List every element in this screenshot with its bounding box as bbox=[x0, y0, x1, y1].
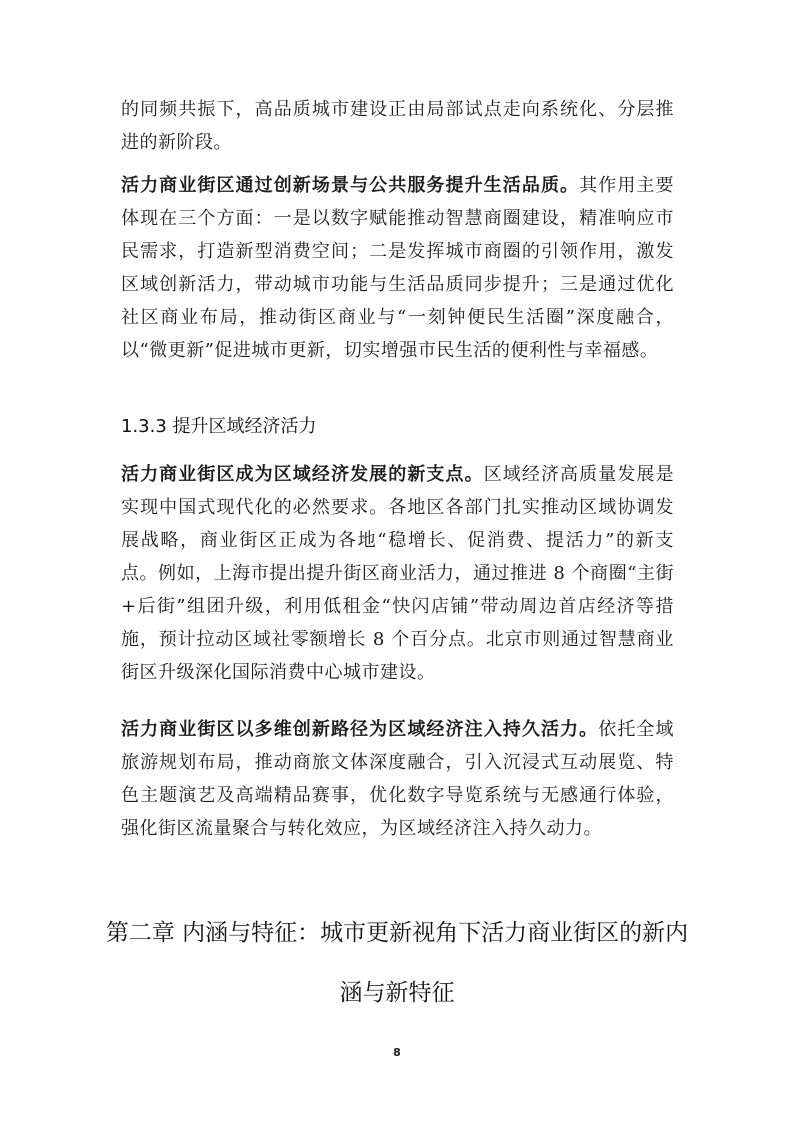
paragraph-text: 其作用主要体现在三个方面：一是以数字赋能推动智慧商圈建设，精准响应市民需求，打造新型消费空间；二是发挥城市商圈的引领作用，激发区域创新活力，带动城市功能与生活品质同步提升；三是通过优化社区商业布局，推动街区商业与“一刻钟便民生活圈”深度融合，以“微更新”促进城市更新，切实增强市民生活的便利性与幸福感。 bbox=[121, 175, 674, 361]
paragraph-text: 依托全域旅游规划布局，推动商旅文体深度融合，引入沉浸式互动展览、特色主题演艺及高端精品赛事，优化数字导览系统与无感通行体验，强化街区流量聚合与转化效应，为区域经济注入持久动力。 bbox=[121, 719, 675, 839]
paragraph-innovation-paths bbox=[121, 713, 674, 845]
paragraph-life-quality bbox=[121, 169, 674, 367]
chapter-heading-line-2: 涵与新特征 bbox=[339, 980, 455, 1006]
paragraph-text: 的同频共振下，高品质城市建设正由局部试点走向系统化、分层推进的新阶段。 bbox=[121, 99, 674, 153]
chapter-heading-line-1: 第二章 内涵与特征：城市更新视角下活力商业街区的新内 bbox=[105, 920, 689, 946]
paragraph-continuation bbox=[121, 93, 674, 159]
paragraph-lead-sentence: 活力商业街区成为区域经济发展的新支点。 bbox=[121, 464, 484, 485]
paragraph-lead-sentence: 活力商业街区通过创新场景与公共服务提升生活品质。 bbox=[121, 175, 580, 196]
paragraph-lead-sentence: 活力商业街区以多维创新路径为区域经济注入持久活力。 bbox=[121, 719, 599, 740]
paragraph-new-pivot bbox=[121, 458, 674, 689]
section-heading: 1.3.3 提升区域经济活力 bbox=[121, 416, 317, 437]
paragraph-text: 区域经济高质量发展是实现中国式现代化的必然要求。各地区各部门扎实推动区域协调发展战略，商业街区正成为各地“稳增长、促消费、提活力”的新支点。例如，上海市提出提升街区商业活力，通过推进 8 个商圈“主街+后街”组团升级，利用低租金“快闪店铺”带动周边首店经济等措施，预计拉动区域社零额增长 8 个百分点。北京市则通过智慧商业街区升级深化国际消费中心城市建设。 bbox=[121, 464, 675, 683]
page-number: 8 bbox=[393, 1046, 401, 1059]
chapter-heading bbox=[60, 903, 734, 1023]
